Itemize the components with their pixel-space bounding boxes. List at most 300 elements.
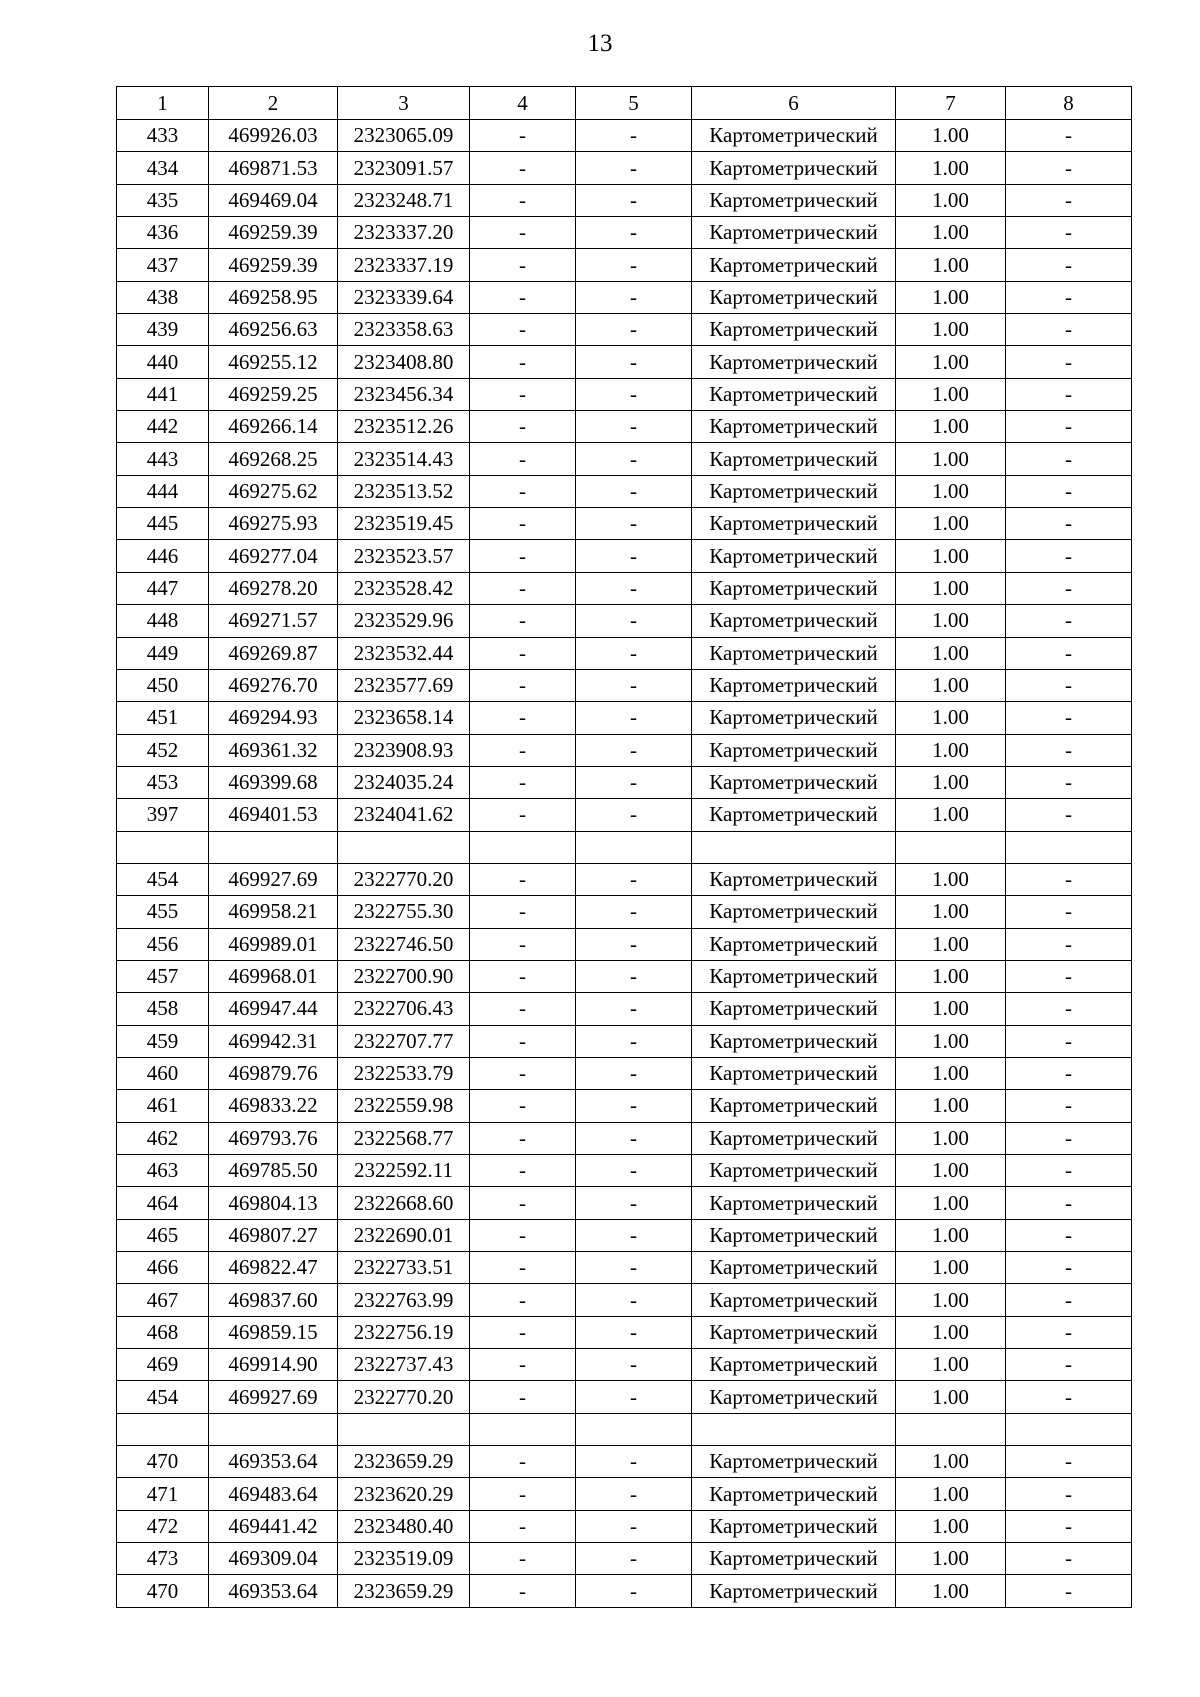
table-cell: - xyxy=(576,1252,692,1284)
table-cell: 2323513.52 xyxy=(338,475,470,507)
table-row xyxy=(117,1219,1132,1251)
table-cell: 452 xyxy=(117,734,209,766)
table-cell xyxy=(117,831,209,863)
table-cell: 469294.93 xyxy=(209,702,338,734)
table-cell: - xyxy=(470,960,576,992)
table-cell: - xyxy=(576,217,692,249)
table-cell: Картометрический xyxy=(692,443,896,475)
table-cell xyxy=(1006,831,1132,863)
table-row xyxy=(117,152,1132,184)
column-header: 3 xyxy=(338,87,470,120)
table-cell: 469269.87 xyxy=(209,637,338,669)
table-cell: - xyxy=(576,184,692,216)
table-cell: Картометрический xyxy=(692,1057,896,1089)
table-cell: 458 xyxy=(117,993,209,1025)
table-cell: 469926.03 xyxy=(209,120,338,152)
table-cell: - xyxy=(470,734,576,766)
table-cell: 2322756.19 xyxy=(338,1316,470,1348)
table-cell: 469837.60 xyxy=(209,1284,338,1316)
table-cell xyxy=(896,1413,1006,1445)
table-cell: - xyxy=(576,669,692,701)
table-cell: - xyxy=(470,572,576,604)
table-row xyxy=(117,314,1132,346)
table-row xyxy=(117,1090,1132,1122)
table-cell: - xyxy=(576,1349,692,1381)
table-cell: - xyxy=(470,411,576,443)
table-cell: - xyxy=(1006,1478,1132,1510)
table-cell: Картометрический xyxy=(692,281,896,313)
table-cell xyxy=(209,1413,338,1445)
table-cell: - xyxy=(1006,1316,1132,1348)
table-cell: - xyxy=(576,766,692,798)
table-cell: - xyxy=(1006,637,1132,669)
table-row xyxy=(117,669,1132,701)
table-cell: Картометрический xyxy=(692,249,896,281)
table-cell: 1.00 xyxy=(896,1025,1006,1057)
table-cell: - xyxy=(1006,702,1132,734)
table-cell: - xyxy=(470,766,576,798)
table-cell xyxy=(338,831,470,863)
table-cell xyxy=(576,1413,692,1445)
table-cell: - xyxy=(1006,572,1132,604)
table-cell: 1.00 xyxy=(896,1446,1006,1478)
table-cell: 2323337.19 xyxy=(338,249,470,281)
table-cell: 469275.93 xyxy=(209,508,338,540)
table-cell: - xyxy=(576,249,692,281)
table-cell: 2322690.01 xyxy=(338,1219,470,1251)
table-cell: 437 xyxy=(117,249,209,281)
table-cell: 2322568.77 xyxy=(338,1122,470,1154)
column-header: 8 xyxy=(1006,87,1132,120)
table-cell: - xyxy=(1006,669,1132,701)
table-cell: - xyxy=(576,346,692,378)
table-cell xyxy=(692,1413,896,1445)
column-header: 6 xyxy=(692,87,896,120)
table-cell: - xyxy=(470,378,576,410)
table-cell: - xyxy=(470,1187,576,1219)
table-cell: Картометрический xyxy=(692,120,896,152)
table-cell: - xyxy=(576,572,692,604)
table-row xyxy=(117,766,1132,798)
table-cell: - xyxy=(470,993,576,1025)
table-cell: Картометрический xyxy=(692,669,896,701)
table-cell: 1.00 xyxy=(896,152,1006,184)
table-cell: Картометрический xyxy=(692,1025,896,1057)
table-cell: Картометрический xyxy=(692,1252,896,1284)
table-cell: 469989.01 xyxy=(209,928,338,960)
table-cell: - xyxy=(470,928,576,960)
table-cell: 1.00 xyxy=(896,1187,1006,1219)
table-cell: - xyxy=(470,1057,576,1089)
table-row xyxy=(117,1122,1132,1154)
table-cell: 469266.14 xyxy=(209,411,338,443)
table-cell: 1.00 xyxy=(896,1575,1006,1607)
table-cell: Картометрический xyxy=(692,863,896,895)
table-header-row xyxy=(117,87,1132,120)
table-cell: 1.00 xyxy=(896,1122,1006,1154)
table-cell: Картометрический xyxy=(692,637,896,669)
table-cell: 1.00 xyxy=(896,766,1006,798)
table-cell: - xyxy=(576,1575,692,1607)
table-cell: - xyxy=(470,475,576,507)
table-row xyxy=(117,799,1132,831)
table-cell xyxy=(470,1413,576,1445)
table-cell: - xyxy=(576,928,692,960)
table-cell: Картометрический xyxy=(692,217,896,249)
table-cell: - xyxy=(470,1349,576,1381)
table-cell: - xyxy=(470,217,576,249)
table-cell: - xyxy=(576,702,692,734)
table-cell: 2323519.09 xyxy=(338,1543,470,1575)
table-cell: Картометрический xyxy=(692,766,896,798)
table-cell: Картометрический xyxy=(692,1381,896,1413)
table-cell: 470 xyxy=(117,1575,209,1607)
table-cell: Картометрический xyxy=(692,475,896,507)
table-cell: Картометрический xyxy=(692,1090,896,1122)
table-cell: - xyxy=(470,1252,576,1284)
table-cell: Картометрический xyxy=(692,1446,896,1478)
table-cell: - xyxy=(1006,1510,1132,1542)
table-cell: - xyxy=(1006,799,1132,831)
table-cell: - xyxy=(1006,1187,1132,1219)
table-cell: - xyxy=(1006,152,1132,184)
table-cell: - xyxy=(470,314,576,346)
table-cell: 456 xyxy=(117,928,209,960)
table-cell: Картометрический xyxy=(692,1316,896,1348)
table-cell: - xyxy=(576,540,692,572)
table-cell: - xyxy=(470,1219,576,1251)
table-cell: Картометрический xyxy=(692,152,896,184)
table-cell: - xyxy=(576,1510,692,1542)
table-cell: - xyxy=(470,1155,576,1187)
table-row xyxy=(117,378,1132,410)
table-row xyxy=(117,120,1132,152)
table-row xyxy=(117,346,1132,378)
table-cell: 465 xyxy=(117,1219,209,1251)
table-cell: - xyxy=(470,799,576,831)
table-row xyxy=(117,734,1132,766)
table-cell: 1.00 xyxy=(896,281,1006,313)
table-cell: 469361.32 xyxy=(209,734,338,766)
table-cell: 469793.76 xyxy=(209,1122,338,1154)
table-cell: - xyxy=(576,1057,692,1089)
table-cell: 469958.21 xyxy=(209,896,338,928)
table-cell: 1.00 xyxy=(896,702,1006,734)
table-cell: - xyxy=(470,637,576,669)
table-cell: 469259.25 xyxy=(209,378,338,410)
table-row xyxy=(117,1510,1132,1542)
table-cell: Картометрический xyxy=(692,1478,896,1510)
table-cell: - xyxy=(576,1381,692,1413)
table-row xyxy=(117,1478,1132,1510)
table-cell: 468 xyxy=(117,1316,209,1348)
table-cell: - xyxy=(1006,734,1132,766)
table-cell: 469469.04 xyxy=(209,184,338,216)
table-cell: 1.00 xyxy=(896,1057,1006,1089)
table-cell: 1.00 xyxy=(896,314,1006,346)
table-cell: 2323659.29 xyxy=(338,1446,470,1478)
table-cell: Картометрический xyxy=(692,508,896,540)
table-cell: 1.00 xyxy=(896,508,1006,540)
table-cell: - xyxy=(1006,1155,1132,1187)
table-cell: 435 xyxy=(117,184,209,216)
table-cell: - xyxy=(1006,1543,1132,1575)
table-cell: 469277.04 xyxy=(209,540,338,572)
table-cell: 462 xyxy=(117,1122,209,1154)
table-cell: 2323248.71 xyxy=(338,184,470,216)
table-cell: 471 xyxy=(117,1478,209,1510)
table-cell: 444 xyxy=(117,475,209,507)
table-cell: 469807.27 xyxy=(209,1219,338,1251)
table-cell: - xyxy=(576,443,692,475)
table-cell: 1.00 xyxy=(896,475,1006,507)
table-cell: 2322733.51 xyxy=(338,1252,470,1284)
table-row xyxy=(117,475,1132,507)
table-row xyxy=(117,184,1132,216)
table-cell: 469804.13 xyxy=(209,1187,338,1219)
table-cell: 455 xyxy=(117,896,209,928)
table-cell: Картометрический xyxy=(692,184,896,216)
table-cell: 457 xyxy=(117,960,209,992)
table-row xyxy=(117,960,1132,992)
table-cell: 438 xyxy=(117,281,209,313)
table-cell: 448 xyxy=(117,605,209,637)
table-cell: 450 xyxy=(117,669,209,701)
table-cell: 1.00 xyxy=(896,1381,1006,1413)
table-cell: Картометрический xyxy=(692,411,896,443)
table-cell: Картометрический xyxy=(692,799,896,831)
table-cell: - xyxy=(1006,1349,1132,1381)
table-cell: - xyxy=(576,993,692,1025)
table-row xyxy=(117,1316,1132,1348)
column-header: 7 xyxy=(896,87,1006,120)
table-cell: - xyxy=(470,443,576,475)
table-cell: 469271.57 xyxy=(209,605,338,637)
table-cell: 1.00 xyxy=(896,540,1006,572)
table-cell: 1.00 xyxy=(896,378,1006,410)
table-cell: 469927.69 xyxy=(209,863,338,895)
table-cell: 467 xyxy=(117,1284,209,1316)
table-cell: 1.00 xyxy=(896,249,1006,281)
table-cell: - xyxy=(470,281,576,313)
column-header: 1 xyxy=(117,87,209,120)
table-cell: Картометрический xyxy=(692,1543,896,1575)
table-cell: 2323065.09 xyxy=(338,120,470,152)
table-cell: 2322668.60 xyxy=(338,1187,470,1219)
table-cell: 469255.12 xyxy=(209,346,338,378)
table-cell: - xyxy=(1006,1057,1132,1089)
table-cell: 2323620.29 xyxy=(338,1478,470,1510)
table-cell xyxy=(338,1413,470,1445)
table-cell: 2322746.50 xyxy=(338,928,470,960)
table-cell: - xyxy=(576,637,692,669)
table-row xyxy=(117,1381,1132,1413)
table-cell: - xyxy=(1006,346,1132,378)
table-row xyxy=(117,1187,1132,1219)
table-cell: - xyxy=(1006,1575,1132,1607)
table-cell: - xyxy=(1006,1446,1132,1478)
table-cell: - xyxy=(470,1025,576,1057)
table-row xyxy=(117,540,1132,572)
table-cell xyxy=(692,831,896,863)
table-cell: 2322707.77 xyxy=(338,1025,470,1057)
table-cell: 1.00 xyxy=(896,1349,1006,1381)
table-cell: - xyxy=(1006,928,1132,960)
table-cell: 1.00 xyxy=(896,346,1006,378)
table-cell: - xyxy=(470,346,576,378)
table-cell: Картометрический xyxy=(692,993,896,1025)
table-cell: 2323480.40 xyxy=(338,1510,470,1542)
table-cell xyxy=(576,831,692,863)
table-cell: 469401.53 xyxy=(209,799,338,831)
table-cell: 1.00 xyxy=(896,669,1006,701)
table-cell: 1.00 xyxy=(896,1090,1006,1122)
table-cell: 447 xyxy=(117,572,209,604)
table-cell: - xyxy=(1006,411,1132,443)
table-cell: 436 xyxy=(117,217,209,249)
table-cell: - xyxy=(576,1090,692,1122)
table-cell: - xyxy=(1006,120,1132,152)
table-cell xyxy=(209,831,338,863)
table-cell: 1.00 xyxy=(896,1252,1006,1284)
table-cell: 469947.44 xyxy=(209,993,338,1025)
table-cell: 469278.20 xyxy=(209,572,338,604)
table-cell: - xyxy=(1006,993,1132,1025)
table-cell: 451 xyxy=(117,702,209,734)
table-cell: 440 xyxy=(117,346,209,378)
table-cell: 473 xyxy=(117,1543,209,1575)
table-cell: 461 xyxy=(117,1090,209,1122)
table-cell: - xyxy=(470,669,576,701)
table-cell: 2322706.43 xyxy=(338,993,470,1025)
table-cell: 453 xyxy=(117,766,209,798)
table-cell: - xyxy=(1006,249,1132,281)
table-cell: - xyxy=(576,314,692,346)
table-cell: 463 xyxy=(117,1155,209,1187)
table-cell: 2323091.57 xyxy=(338,152,470,184)
table-row xyxy=(117,863,1132,895)
table-cell: - xyxy=(1006,314,1132,346)
table-row xyxy=(117,605,1132,637)
table-cell: 1.00 xyxy=(896,863,1006,895)
table-cell: - xyxy=(1006,605,1132,637)
table-cell: Картометрический xyxy=(692,1284,896,1316)
table-cell: 469309.04 xyxy=(209,1543,338,1575)
table-cell: - xyxy=(470,120,576,152)
table-row xyxy=(117,411,1132,443)
table-cell: - xyxy=(470,1575,576,1607)
table-cell: - xyxy=(576,734,692,766)
table-cell: - xyxy=(470,1478,576,1510)
table-cell: 441 xyxy=(117,378,209,410)
table-cell: - xyxy=(1006,960,1132,992)
table-cell: Картометрический xyxy=(692,346,896,378)
table-cell: 449 xyxy=(117,637,209,669)
table-cell: 1.00 xyxy=(896,1478,1006,1510)
table-cell: - xyxy=(1006,281,1132,313)
table-cell: - xyxy=(470,1316,576,1348)
table-cell: Картометрический xyxy=(692,702,896,734)
table-cell: 2323512.26 xyxy=(338,411,470,443)
table-cell: 469441.42 xyxy=(209,1510,338,1542)
table-cell: 2323523.57 xyxy=(338,540,470,572)
table-cell: Картометрический xyxy=(692,1122,896,1154)
table-cell: Картометрический xyxy=(692,1155,896,1187)
table-cell: - xyxy=(1006,1025,1132,1057)
table-row xyxy=(117,1413,1132,1445)
table-cell: 469871.53 xyxy=(209,152,338,184)
table-cell: - xyxy=(1006,540,1132,572)
table-cell: 2323514.43 xyxy=(338,443,470,475)
table-cell: 1.00 xyxy=(896,1219,1006,1251)
table-cell: Картометрический xyxy=(692,1575,896,1607)
table-cell: 469259.39 xyxy=(209,217,338,249)
table-cell: 466 xyxy=(117,1252,209,1284)
table-cell: 469276.70 xyxy=(209,669,338,701)
table-cell: - xyxy=(470,896,576,928)
table-cell: Картометрический xyxy=(692,1219,896,1251)
table-cell: 2322533.79 xyxy=(338,1057,470,1089)
table-cell: - xyxy=(576,475,692,507)
table-cell: - xyxy=(1006,896,1132,928)
table-cell xyxy=(896,831,1006,863)
column-header: 4 xyxy=(470,87,576,120)
table-row xyxy=(117,637,1132,669)
table-cell: 469353.64 xyxy=(209,1575,338,1607)
table-cell: 454 xyxy=(117,863,209,895)
table-cell: - xyxy=(576,863,692,895)
table-cell: - xyxy=(576,152,692,184)
table-cell: - xyxy=(1006,378,1132,410)
table-cell: - xyxy=(1006,766,1132,798)
table-cell: - xyxy=(1006,184,1132,216)
table-cell: - xyxy=(470,1446,576,1478)
table-row xyxy=(117,831,1132,863)
table-cell: 2323456.34 xyxy=(338,378,470,410)
table-cell: 1.00 xyxy=(896,896,1006,928)
table-cell: 2323908.93 xyxy=(338,734,470,766)
table-cell: - xyxy=(576,1284,692,1316)
table-cell: - xyxy=(470,1090,576,1122)
table-cell: Картометрический xyxy=(692,1510,896,1542)
page-number: 13 xyxy=(587,30,613,57)
table-cell: 469968.01 xyxy=(209,960,338,992)
table-cell: Картометрический xyxy=(692,605,896,637)
table-cell: 2323529.96 xyxy=(338,605,470,637)
table-cell: - xyxy=(576,508,692,540)
table-cell: - xyxy=(1006,1122,1132,1154)
table-row xyxy=(117,217,1132,249)
table-cell: - xyxy=(470,540,576,572)
table-cell: - xyxy=(1006,1219,1132,1251)
table-cell: 470 xyxy=(117,1446,209,1478)
table-cell: 2323408.80 xyxy=(338,346,470,378)
table-cell: 469879.76 xyxy=(209,1057,338,1089)
table-cell: 469256.63 xyxy=(209,314,338,346)
table-row xyxy=(117,281,1132,313)
table-cell: - xyxy=(576,1219,692,1251)
table-cell: 434 xyxy=(117,152,209,184)
table-cell: - xyxy=(1006,443,1132,475)
table-row xyxy=(117,1284,1132,1316)
table-cell: - xyxy=(576,281,692,313)
table-cell: 469258.95 xyxy=(209,281,338,313)
table-cell: 469822.47 xyxy=(209,1252,338,1284)
table-cell: 1.00 xyxy=(896,1543,1006,1575)
table-cell: 2323659.29 xyxy=(338,1575,470,1607)
table-cell: 2323577.69 xyxy=(338,669,470,701)
table-cell: 2322700.90 xyxy=(338,960,470,992)
